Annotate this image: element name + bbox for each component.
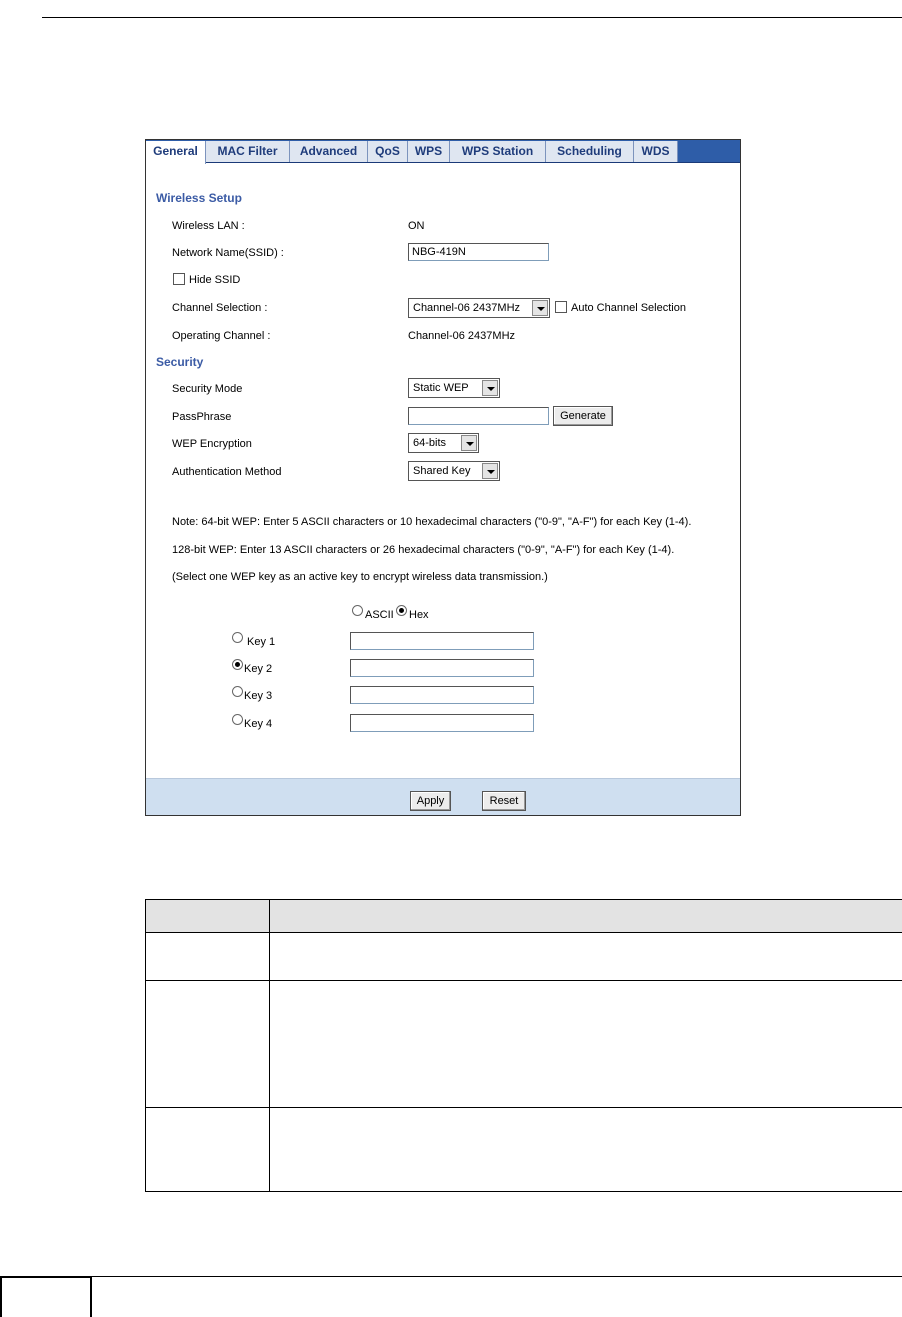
tab-wps[interactable]: WPS [408,141,450,162]
tab-general[interactable]: General [146,141,206,164]
security-mode-value: Static WEP [413,382,469,394]
tab-scheduling[interactable]: Scheduling [546,141,634,162]
security-mode-select[interactable] [408,378,500,398]
chevron-down-icon [461,435,477,451]
key4-label: Key 4 [244,718,273,730]
operating-channel-value: Channel-06 2437MHz [408,330,516,342]
top-rule [42,17,902,18]
channel-label: Channel Selection : [172,302,268,314]
wireless-settings-panel [145,139,741,816]
table-row [146,933,902,981]
note-128bit: 128-bit WEP: Enter 13 ASCII characters or 26 hexadecimal characters ("0-9", "A-F") for each Key (1-4). [172,544,675,556]
page-number-box [0,1276,92,1317]
note-64bit: Note: 64-bit WEP: Enter 5 ASCII characters or 10 hexadecimal characters ("0-9", "A-F") for each Key (1-4). [172,516,692,528]
table-header-cell [270,900,902,933]
ascii-radio[interactable] [352,605,363,616]
apply-button[interactable]: Apply [410,791,451,811]
table-cell [146,1108,270,1192]
wep-encryption-label: WEP Encryption [172,438,252,450]
ssid-label: Network Name(SSID) : [172,247,284,259]
auth-method-label: Authentication Method [172,466,282,478]
auth-method-select[interactable] [408,461,500,481]
security-title: Security [156,355,204,369]
auto-channel-checkbox[interactable] [555,301,567,313]
table-row [146,1108,902,1192]
ssid-input[interactable]: NBG-419N [408,243,549,261]
wireless-lan-value: ON [408,220,425,232]
table-header-cell [146,900,270,933]
security-mode-label: Security Mode [172,383,243,395]
key2-radio[interactable] [232,659,243,670]
tab-qos[interactable]: QoS [368,141,408,162]
channel-select[interactable] [408,298,550,318]
tab-bar [146,140,740,163]
key1-label: Key 1 [247,636,276,648]
wep-encryption-value: 64-bits [413,437,447,449]
wireless-setup-title: Wireless Setup [156,191,242,205]
key1-input[interactable] [350,632,534,650]
note-select-key: (Select one WEP key as an active key to encrypt wireless data transmission.) [172,571,548,583]
ascii-label: ASCII [365,609,394,621]
bottom-rule [92,1276,902,1277]
wep-encryption-select[interactable] [408,433,479,453]
chevron-down-icon [482,463,498,479]
generate-button[interactable]: Generate [553,406,613,426]
wireless-lan-label: Wireless LAN : [172,220,245,232]
key4-input[interactable] [350,714,534,732]
operating-channel-label: Operating Channel : [172,330,271,342]
table-cell [146,933,270,981]
passphrase-input[interactable] [408,407,549,425]
passphrase-label: PassPhrase [172,411,232,423]
tab-wds[interactable]: WDS [634,141,678,162]
table-cell [270,981,902,1108]
key2-label: Key 2 [244,663,273,675]
chevron-down-icon [532,300,548,316]
button-bar [146,778,740,815]
description-table [145,899,902,1192]
tab-mac-filter[interactable]: MAC Filter [206,141,290,162]
key2-input[interactable] [350,659,534,677]
key1-radio[interactable] [232,632,243,643]
reset-button[interactable]: Reset [482,791,526,811]
chevron-down-icon [482,380,498,396]
key3-label: Key 3 [244,690,273,702]
table-cell [270,933,902,981]
table-cell [270,1108,902,1192]
channel-select-value: Channel-06 2437MHz [413,302,521,314]
key4-radio[interactable] [232,714,243,725]
hex-label: Hex [409,609,429,621]
tab-advanced[interactable]: Advanced [290,141,368,162]
table-cell [146,981,270,1108]
key3-input[interactable] [350,686,534,704]
auto-channel-label: Auto Channel Selection [571,302,686,314]
key3-radio[interactable] [232,686,243,697]
hide-ssid-checkbox[interactable] [173,273,185,285]
auth-method-value: Shared Key [413,465,471,477]
tab-wps-station[interactable]: WPS Station [450,141,546,162]
hide-ssid-label: Hide SSID [189,274,241,286]
table-header-row [146,900,902,933]
hex-radio[interactable] [396,605,407,616]
table-row [146,981,902,1108]
